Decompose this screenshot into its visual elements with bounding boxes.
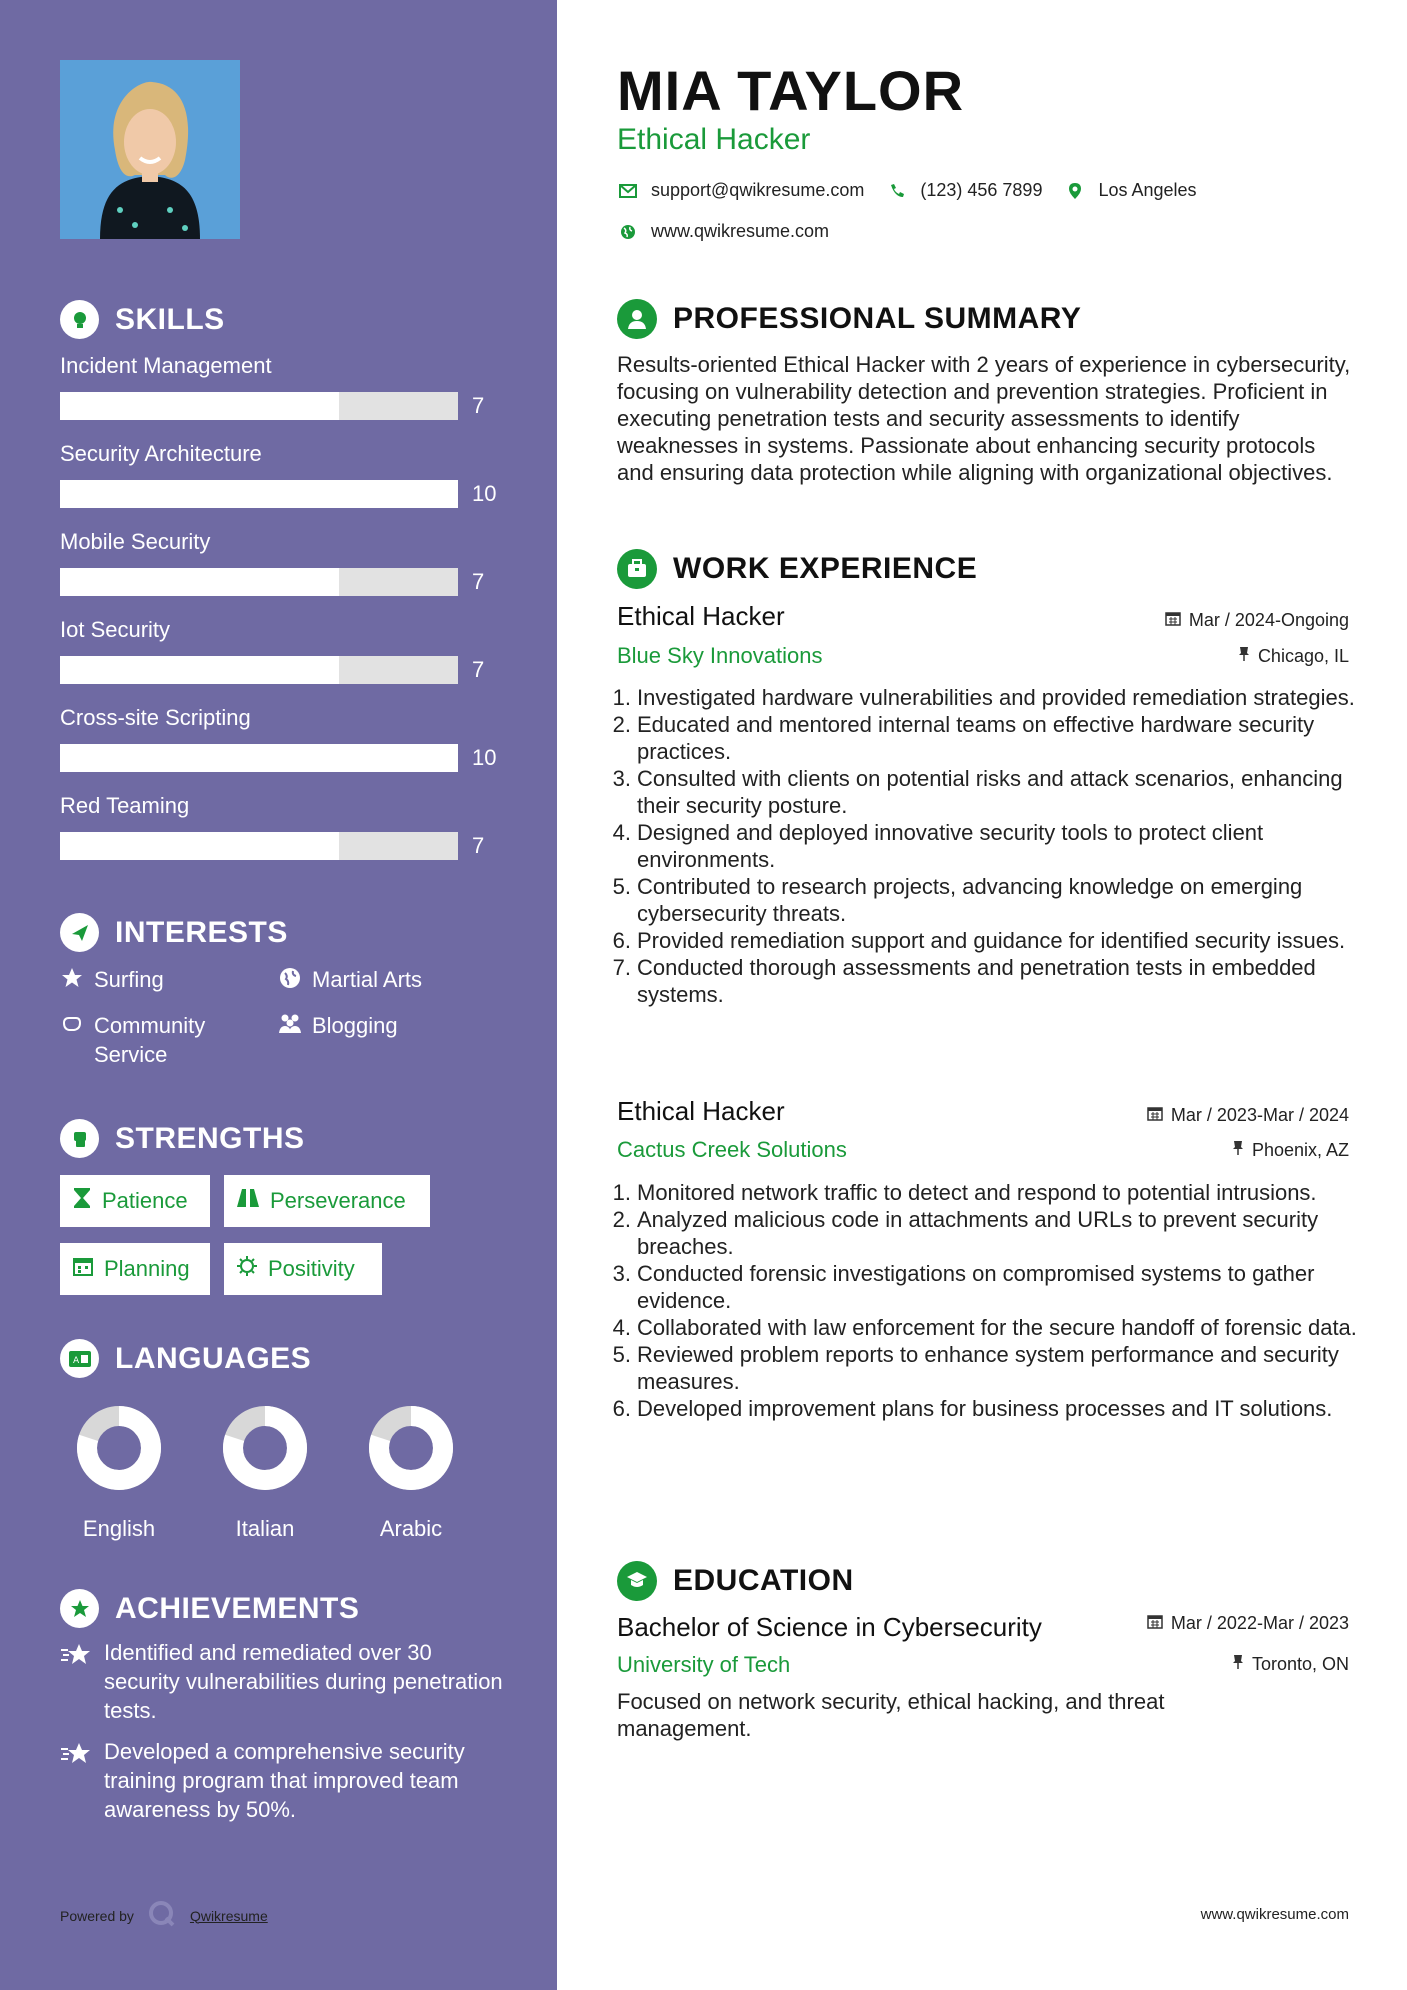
lightbulb-icon	[60, 300, 99, 339]
skill-bar-fill	[60, 656, 339, 684]
globe-icon	[617, 224, 639, 240]
job-bullets	[607, 1179, 1367, 1422]
summary-text: Results-oriented Ethical Hacker with 2 years of experience in cybersecurity, focusing on vulnerability detection and prevention strategies. Proficient in executing penetration tests and security assessments to identify weaknesses in systems. Passionate about enhancing security protocols and ensuring data protection while aligning with organizational objectives.	[617, 352, 1351, 485]
list-item: 5. Reviewed problem reports to enhance system performance and security measures.	[612, 1342, 1339, 1394]
strength-label: Perseverance	[270, 1188, 406, 1213]
job-company: Blue Sky Innovations	[617, 643, 823, 668]
skill-label: Incident Management	[60, 353, 272, 378]
education-location-text: Toronto, ON	[1251, 1654, 1349, 1674]
job-title: Ethical Hacker	[617, 1096, 785, 1126]
list-item: 3. Consulted with clients on potential risks and attack scenarios, enhancing their security posture.	[612, 766, 1343, 818]
education-school: University of Tech	[617, 1652, 791, 1677]
language-label: Italian	[235, 1516, 295, 1541]
language-ring	[46, 1403, 192, 1493]
pushpin-icon	[1232, 1140, 1244, 1161]
list-item: 4. Designed and deployed innovative security tools to protect client environments.	[612, 820, 1264, 872]
skill-label: Cross-site Scripting	[60, 705, 251, 730]
strength-tag	[60, 1175, 210, 1227]
education-description: Focused on network security, ethical hacking, and threat management.	[617, 1689, 1165, 1741]
svg-text:A: A	[72, 1355, 79, 1366]
phone-text: (123) 456 7899	[920, 180, 1043, 200]
main-content	[557, 0, 1407, 1990]
list-item: 2. Educated and mentored internal teams on effective hardware security practices.	[612, 712, 1315, 764]
map-pin-icon	[1064, 182, 1086, 200]
footer-url[interactable]: www.qwikresume.com	[1200, 1906, 1349, 1923]
skill-bar	[60, 744, 458, 772]
list-item: 1. Monitored network traffic to detect and respond to potential intrusions.	[612, 1180, 1317, 1205]
skill-label: Mobile Security	[60, 529, 211, 554]
education-heading	[617, 1561, 854, 1601]
contact-row	[617, 180, 1197, 201]
candidate-name: MIA TAYLOR	[617, 59, 965, 122]
list-item: 1. Investigated hardware vulnerabilities and provided remediation strategies.	[612, 685, 1355, 710]
list-item: 7. Conducted thorough assessments and penetration tests in embedded systems.	[612, 955, 1316, 1007]
language-item	[338, 1403, 484, 1542]
website-row	[617, 221, 829, 242]
strength-label: Positivity	[268, 1256, 355, 1281]
skills-title: SKILLS	[115, 302, 225, 336]
job-location	[1232, 1140, 1349, 1161]
interest-item	[278, 1011, 508, 1040]
strengths-title: STRENGTHS	[115, 1121, 305, 1155]
education-dates	[1147, 1613, 1349, 1634]
award-star-icon	[60, 1589, 99, 1628]
job-dates	[1165, 610, 1349, 631]
achievements-heading	[60, 1589, 359, 1628]
skill-bar-fill	[60, 744, 458, 772]
interests-title: INTERESTS	[115, 915, 288, 949]
envelope-icon	[617, 184, 639, 198]
briefcase-icon	[617, 549, 657, 589]
language-icon	[60, 1339, 99, 1378]
skill-bar-fill	[60, 568, 339, 596]
list-item: 6. Provided remediation support and guidance for identified security issues.	[612, 928, 1346, 953]
skill-label: Security Architecture	[60, 441, 262, 466]
job-location-text: Phoenix, AZ	[1251, 1140, 1349, 1160]
achievements-title: ACHIEVEMENTS	[115, 1591, 360, 1625]
pushpin-icon	[1232, 1654, 1244, 1675]
fist-icon	[60, 1119, 99, 1158]
achievement-item	[60, 1737, 510, 1824]
location-text: Los Angeles	[1098, 180, 1197, 200]
shooting-star-icon	[60, 1638, 92, 1725]
skill-value: 10	[472, 745, 497, 770]
job-title: Ethical Hacker	[617, 601, 785, 631]
strengths-heading	[60, 1119, 305, 1158]
qwikresume-link[interactable]: Qwikresume	[189, 1907, 268, 1924]
shooting-star-icon	[60, 1737, 92, 1824]
language-item	[46, 1403, 192, 1542]
language-ring	[192, 1403, 338, 1493]
education-degree: Bachelor of Science in Cybersecurity	[617, 1612, 1042, 1642]
experience-title: WORK EXPERIENCE	[673, 552, 978, 585]
candidate-role: Ethical Hacker	[617, 123, 811, 156]
interest-label: Community Service	[94, 1013, 206, 1067]
calendar-icon	[72, 1255, 94, 1283]
job-company: Cactus Creek Solutions	[617, 1137, 847, 1162]
graduate-icon	[617, 1561, 657, 1601]
languages-title: LANGUAGES	[115, 1341, 312, 1375]
skill-label: Red Teaming	[60, 793, 190, 818]
skill-bar-fill	[60, 392, 339, 420]
skill-bar	[60, 568, 458, 596]
language-label: English	[82, 1516, 156, 1541]
skill-bar	[60, 656, 458, 684]
strength-tag	[224, 1175, 430, 1227]
interest-label: Surfing	[94, 967, 164, 992]
job-bullets	[607, 684, 1367, 1008]
sidebar	[0, 0, 557, 1990]
skill-value: 7	[472, 569, 485, 594]
calendar-icon	[1165, 610, 1181, 631]
profile-photo	[60, 60, 240, 239]
list-item: 3. Conducted forensic investigations on compromised systems to gather evidence.	[612, 1261, 1315, 1313]
skills-heading	[60, 300, 225, 339]
skill-bar-fill	[60, 480, 458, 508]
list-item: 6. Developed improvement plans for business processes and IT solutions.	[612, 1396, 1333, 1421]
education-title: EDUCATION	[673, 1564, 854, 1597]
skill-bar	[60, 392, 458, 420]
interest-label: Martial Arts	[312, 967, 423, 992]
interest-item	[60, 965, 270, 994]
strength-label: Planning	[104, 1256, 190, 1281]
interests-heading	[60, 913, 288, 952]
star-icon	[60, 965, 84, 994]
paper-plane-icon	[60, 913, 99, 952]
job-dates	[1147, 1105, 1349, 1126]
skill-value: 10	[472, 481, 497, 506]
list-item: 4. Collaborated with law enforcement for the secure handoff of forensic data.	[612, 1315, 1357, 1340]
email-link[interactable]: support@qwikresume.com	[651, 180, 865, 200]
strength-tag	[60, 1243, 210, 1295]
job-dates-text: Mar / 2023-Mar / 2024	[1170, 1105, 1349, 1125]
language-item	[192, 1403, 338, 1542]
powered-by	[60, 1900, 268, 1931]
education-location	[1232, 1654, 1349, 1675]
phone-icon	[886, 183, 908, 199]
interest-label: Blogging	[312, 1013, 398, 1038]
education-dates-text: Mar / 2022-Mar / 2023	[1170, 1613, 1349, 1633]
languages-heading	[60, 1339, 311, 1378]
sun-icon	[236, 1255, 258, 1283]
summary-heading	[617, 299, 1081, 339]
skill-value: 7	[472, 657, 485, 682]
skill-value: 7	[472, 833, 485, 858]
strength-label: Patience	[102, 1188, 188, 1213]
hourglass-icon	[72, 1187, 92, 1215]
qwikresume-logo-icon	[148, 1900, 176, 1931]
job-location	[1238, 646, 1349, 667]
interest-item	[278, 965, 508, 994]
list-item: 5. Contributed to research projects, advancing knowledge on emerging cybersecurity threats.	[612, 874, 1303, 926]
calendar-icon	[1147, 1613, 1163, 1634]
experience-heading	[617, 549, 977, 589]
language-label: Arabic	[379, 1516, 443, 1541]
skill-bar-fill	[60, 832, 339, 860]
skill-value: 7	[472, 393, 485, 418]
hand-icon	[60, 1011, 84, 1069]
calendar-icon	[1147, 1105, 1163, 1126]
pushpin-icon	[1238, 646, 1250, 667]
users-icon	[278, 1011, 302, 1040]
summary-title: PROFESSIONAL SUMMARY	[673, 302, 1082, 335]
list-item: 2. Analyzed malicious code in attachments and URLs to prevent security breaches.	[612, 1207, 1319, 1259]
skill-label: Iot Security	[60, 617, 171, 642]
powered-prefix: Powered by	[60, 1907, 134, 1924]
skill-bar	[60, 832, 458, 860]
achievement-item	[60, 1638, 510, 1725]
interest-item	[60, 1011, 260, 1069]
language-ring	[338, 1403, 484, 1493]
user-icon	[617, 299, 657, 339]
job-location-text: Chicago, IL	[1257, 646, 1349, 666]
achievement-text: Identified and remediated over 30 security vulnerabilities during penetration tests.	[104, 1640, 503, 1723]
job-dates-text: Mar / 2024-Ongoing	[1188, 610, 1349, 630]
strength-tag	[224, 1243, 382, 1295]
road-icon	[236, 1188, 260, 1214]
skill-bar	[60, 480, 458, 508]
website-link[interactable]: www.qwikresume.com	[651, 221, 830, 241]
achievement-text: Developed a comprehensive security training program that improved team awareness by 50%.	[104, 1739, 465, 1822]
globe-icon	[278, 965, 302, 994]
